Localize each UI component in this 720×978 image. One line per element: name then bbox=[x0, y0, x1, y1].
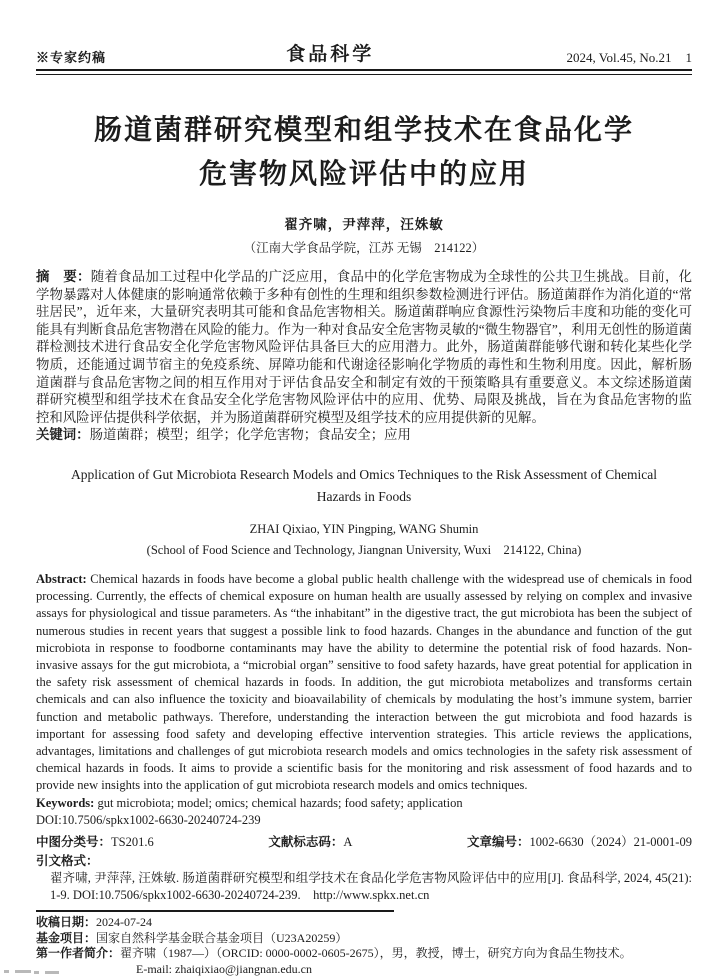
scan-artifact bbox=[34, 971, 39, 974]
fund-project-line bbox=[36, 931, 692, 947]
authors-cn: 翟齐啸，尹萍萍，汪姝敏 bbox=[284, 217, 444, 232]
clc-number bbox=[36, 833, 154, 851]
keywords-en bbox=[36, 795, 692, 812]
received-date-label: 收稿日期： bbox=[36, 914, 97, 929]
keywords-en-text: gut microbiota; model; omics; chemical hazards; food safety; application bbox=[97, 795, 463, 810]
journal-title: 食品科学 bbox=[286, 43, 375, 65]
article-title-cn-line1: 肠道菌群研究模型和组学技术在食品化学 bbox=[93, 115, 634, 146]
column-type-label: ※专家约稿 bbox=[36, 50, 107, 65]
article-number-label: 文章编号： bbox=[466, 834, 530, 849]
volume-text: 2024, Vol.45, No.21 bbox=[566, 50, 672, 65]
first-author-bio-line bbox=[36, 946, 692, 962]
article-title-cn bbox=[36, 109, 692, 197]
doi: DOI:10.7506/spkx1002-6630-20240724-239 bbox=[36, 812, 261, 827]
document-code-label: 文献标志码： bbox=[268, 834, 344, 849]
scan-artifact bbox=[45, 971, 59, 974]
first-author-bio-value: 翟齐啸（1987—）（ORCID: 0000-0002-0605-2675），男，教授，博士，研究方向为食品生物技术。 bbox=[120, 946, 632, 961]
citation-text: 翟齐啸, 尹萍萍, 汪姝敏. 肠道菌群研究模型和组学技术在食品化学危害物风险评估中的应用[J]. 食品科学, 2024, 45(21): 1-9. DOI:10.7506/spkx1002-6630-20240724-239. http://www.spkx.net.cn bbox=[50, 870, 692, 903]
page-header bbox=[36, 44, 692, 66]
received-date-value: 2024-07-24 bbox=[96, 914, 153, 929]
scan-artifact bbox=[15, 970, 31, 973]
first-author-bio-label: 第一作者简介： bbox=[36, 946, 121, 961]
affiliation-cn: （江南大学食品学院，江苏 无锡 214122） bbox=[243, 241, 485, 255]
abstract-en-text: Chemical hazards in foods have become a global public health challenge with the widespread use of chemicals in food processing. Currently, the effects of chemical exposure on human health are usually assessed by relying on complex and invasive assays for physiological and tissue parameters. As “the inhabitant” in the digestive tract, the gut microbiota has been the subject of numerous studies in recent years that suggest a possible link to food hazards. Changes in the abundance and function of the gut microbiota in response to foodborne contaminants may have the ability to determine the potential risk of food hazards. Non-invasive assays for the gut microbiota, a “microbial organ” sensitive to food safety hazards, have great potential for application in the safety risk assessment of chemical hazards in foods. In addition, the gut microbiota metabolizes and transforms certain chemicals and can also influence the toxicity and bioavailability of chemicals by modulating the host’s immune system, barrier function and metabolic pathways. Therefore, understanding the interaction between the gut microbiota and food hazards is important for assessing food safety and developing effective intervention strategies. This article reviews the applications, advantages, limitations and challenges of gut microbiota research models and omics technologies in the safety risk assessment of chemical hazards in foods. It aims to provide a scientific basis for the monitoring and risk assessment of food hazards and to provide new insights into the application of gut microbiota research models and omics techniques. bbox=[36, 571, 692, 793]
abstract-cn-text: 随着食品加工过程中化学品的广泛应用，食品中的化学危害物成为全球性的公共卫生挑战。目前，化学物暴露对人体健康的影响通常依赖于多种有创性的生理和组织参数检测进行评估。肠道菌群作为消化道的“常驻居民”，近年来，大量研究表明其可能和食品危害物相关。肠道菌群响应食源性污染物后丰度和功能的变化可能具有判断食品危害物潜在风险的能力。作为一种对食品安全危害物灵敏的“微生物器官”，利用无创性的肠道菌群检测技术进行食品安全化学危害物风险评估具备巨大的应用潜力。此外，肠道菌群能够代谢和转化某些化学物质，还能通过调节宿主的免疫系统、屏障功能和代谢途径影响化学物质的毒性和生物利用度。因此，解析肠道菌群与食品危害物之间的相互作用对于评估食品安全和制定有效的干预策略具有重要意义。本文综述肠道菌群研究模型和组学技术在食品安全化学危害物风险评估中的应用、优势、局限及挑战，旨在为食品危害物的监控和风险评估提供科学依据，并为肠道菌群研究模型及组学技术的应用提供新的见解。 bbox=[36, 269, 693, 425]
clc-label: 中图分类号： bbox=[36, 834, 112, 849]
article-number bbox=[467, 833, 692, 851]
scan-artifact bbox=[4, 970, 9, 973]
article-number-value: 1002-6630（2024）21-0001-09 bbox=[529, 834, 692, 849]
fund-project-label: 基金项目： bbox=[36, 930, 97, 945]
author-email-line: E-mail: zhaiqixiao@jiangnan.edu.cn bbox=[136, 961, 312, 976]
keywords-cn bbox=[36, 426, 692, 444]
abstract-cn-label: 摘 要： bbox=[36, 269, 91, 284]
footnotes bbox=[36, 915, 692, 977]
fund-project-value: 国家自然科学基金联合基金项目（U23A20259） bbox=[96, 930, 348, 945]
article-title-en: Application of Gut Microbiota Research Models and Omics Techniques to the Risk Assessment of Chemical Hazards in Foods bbox=[71, 466, 657, 504]
citation-format-label: 引文格式： bbox=[36, 853, 99, 868]
abstract-en bbox=[36, 571, 692, 795]
clc-value: TS201.6 bbox=[111, 834, 154, 849]
document-code-value: A bbox=[343, 834, 353, 849]
authors-en: ZHAI Qixiao, YIN Pingping, WANG Shumin bbox=[249, 521, 479, 536]
abstract-cn bbox=[36, 268, 692, 426]
abstract-en-label: Abstract: bbox=[36, 571, 91, 586]
keywords-cn-label: 关键词： bbox=[36, 427, 90, 443]
document-code bbox=[268, 833, 352, 851]
page-number: 1 bbox=[685, 50, 692, 65]
footnote-divider-rule bbox=[36, 910, 394, 912]
classification-row bbox=[36, 833, 692, 851]
header-divider-rule bbox=[36, 69, 692, 75]
article-title-cn-line2: 危害物风险评估中的应用 bbox=[198, 159, 529, 190]
received-date-line bbox=[36, 915, 692, 931]
affiliation-en: (School of Food Science and Technology, Jiangnan University, Wuxi 214122, China) bbox=[146, 542, 582, 557]
keywords-en-label: Keywords: bbox=[36, 795, 98, 810]
keywords-cn-text: 肠道菌群；模型；组学；化学危害物；食品安全；应用 bbox=[89, 427, 411, 443]
volume-issue-info bbox=[567, 50, 692, 66]
